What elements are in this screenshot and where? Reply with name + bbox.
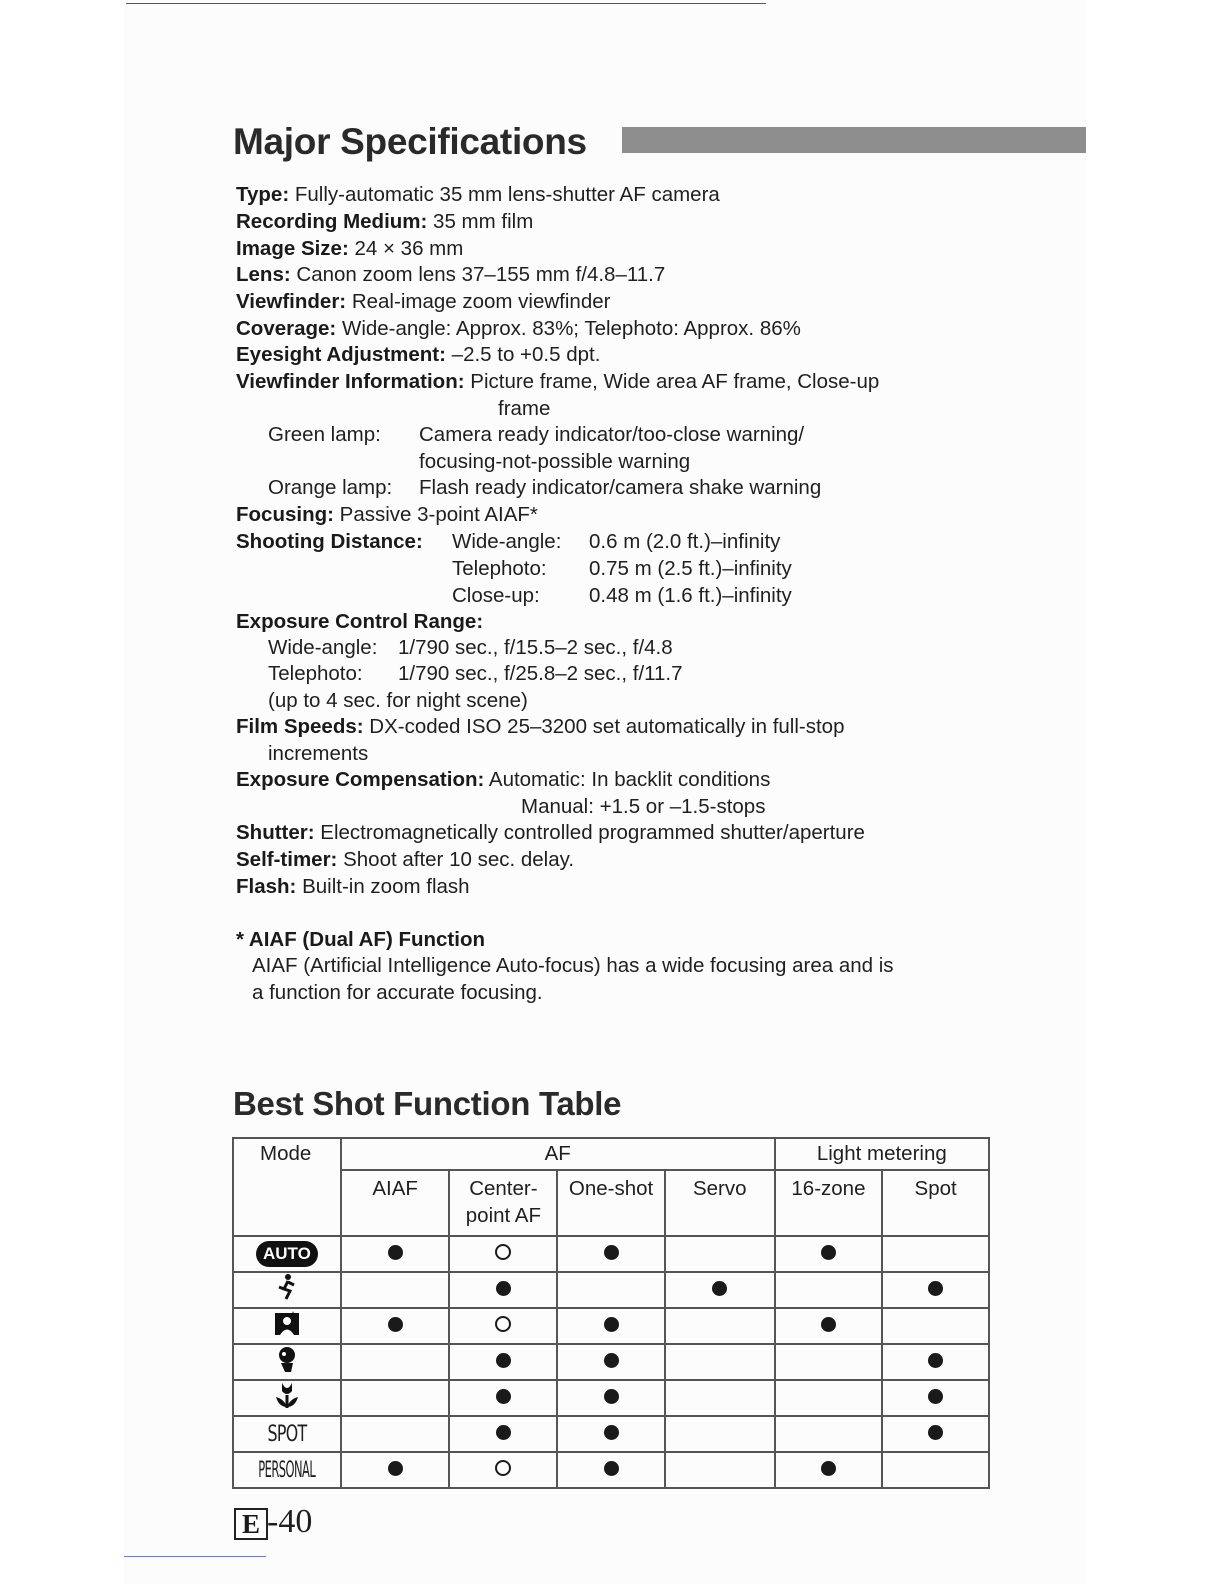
- filled-dot-icon: [604, 1461, 619, 1476]
- header-af: AF: [341, 1138, 775, 1170]
- table-row: [233, 1272, 989, 1308]
- spec-size: Image Size: 24 × 36 mm: [236, 237, 464, 260]
- footnote-line-2: a function for accurate focusing.: [252, 981, 543, 1004]
- header-mode: Mode: [233, 1138, 341, 1170]
- spec-lens: Lens: Canon zoom lens 37–155 mm f/4.8–11.7: [236, 263, 666, 286]
- spec-coverage: Coverage: Wide-angle: Approx. 83%; Telephoto: Approx. 86%: [236, 317, 801, 340]
- spec-exposure-label: Exposure Control Range:: [236, 610, 484, 633]
- filled-dot-icon: [496, 1281, 511, 1296]
- spec-exposure-note: (up to 4 sec. for night scene): [268, 689, 528, 712]
- mode-auto-icon: AUTO: [233, 1236, 341, 1272]
- spec-self-timer: Self-timer: Shoot after 10 sec. delay.: [236, 848, 575, 871]
- table-row: [233, 1452, 989, 1488]
- spec-film-cont: increments: [268, 742, 369, 765]
- table-row: [233, 1344, 989, 1380]
- filled-dot-icon: [821, 1245, 836, 1260]
- page-title: Major Specifications: [233, 121, 587, 162]
- spec-flash: Flash: Built-in zoom flash: [236, 875, 470, 898]
- title-bar: [622, 127, 1086, 153]
- filled-dot-icon: [604, 1425, 619, 1440]
- table-title: Best Shot Function Table: [233, 1085, 622, 1122]
- spec-distance-tele-label: Telephoto:: [452, 557, 547, 580]
- spec-green-lamp-value-cont: focusing-not-possible warning: [419, 450, 691, 473]
- header-aiaf: AIAF: [341, 1170, 450, 1236]
- filled-dot-icon: [388, 1245, 403, 1260]
- spec-compensation-cont: Manual: +1.5 or –1.5-stops: [521, 795, 766, 818]
- table-row: [233, 1380, 989, 1416]
- open-circle-icon: [495, 1244, 511, 1260]
- spec-focusing: Focusing: Passive 3-point AIAF*: [236, 503, 538, 526]
- filled-dot-icon: [928, 1281, 943, 1296]
- spec-green-lamp-label: Green lamp:: [268, 423, 381, 446]
- spec-distance-close-label: Close-up:: [452, 584, 540, 607]
- bottom-rule: [124, 1556, 266, 1557]
- spec-exposure-tele-value: 1/790 sec., f/25.8–2 sec., f/11.7: [398, 662, 683, 685]
- header-16-zone: 16-zone: [775, 1170, 883, 1236]
- table-row: [233, 1416, 989, 1452]
- filled-dot-icon: [928, 1353, 943, 1368]
- header-one-shot: One-shot: [557, 1170, 665, 1236]
- spec-viewfinder: Viewfinder: Real-image zoom viewfinder: [236, 290, 611, 313]
- spec-film: Film Speeds: DX-coded ISO 25–3200 set automatically in full-stop: [236, 715, 845, 738]
- header-mode-spacer: [233, 1170, 341, 1236]
- header-light-metering: Light metering: [775, 1138, 989, 1170]
- open-circle-icon: [495, 1316, 511, 1332]
- filled-dot-icon: [604, 1389, 619, 1404]
- spec-distance-wide-label: Wide-angle:: [452, 530, 562, 553]
- filled-dot-icon: [928, 1425, 943, 1440]
- spec-exposure-wide-value: 1/790 sec., f/15.5–2 sec., f/4.8: [398, 636, 673, 659]
- spec-exposure-tele-label: Telephoto:: [268, 662, 363, 685]
- footnote-line-1: AIAF (Artificial Intelligence Auto-focus) has a wide focusing area and is: [252, 954, 894, 977]
- best-shot-table: [232, 1137, 990, 1489]
- spec-eyesight: Eyesight Adjustment: –2.5 to +0.5 dpt.: [236, 343, 601, 366]
- filled-dot-icon: [821, 1461, 836, 1476]
- filled-dot-icon: [496, 1353, 511, 1368]
- spec-exposure-wide-label: Wide-angle:: [268, 636, 378, 659]
- spec-green-lamp-value: Camera ready indicator/too-close warning/: [419, 423, 805, 446]
- footnote-title: * AIAF (Dual AF) Function: [236, 928, 486, 951]
- spec-orange-lamp-label: Orange lamp:: [268, 476, 393, 499]
- page-number: -40: [267, 1503, 313, 1540]
- table-row: [233, 1308, 989, 1344]
- table-row: [233, 1236, 989, 1272]
- open-circle-icon: [495, 1460, 511, 1476]
- spec-orange-lamp-value: Flash ready indicator/camera shake warning: [419, 476, 822, 499]
- filled-dot-icon: [604, 1353, 619, 1368]
- section-e-badge: E: [234, 1508, 268, 1540]
- spec-distance-label: Shooting Distance:: [236, 530, 423, 553]
- spec-distance-wide-value: 0.6 m (2.0 ft.)–infinity: [589, 530, 781, 553]
- spec-vf-info: Viewfinder Information: Picture frame, Wide area AF frame, Close-up: [236, 370, 880, 393]
- mode-sports-icon: [233, 1272, 341, 1308]
- filled-dot-icon: [496, 1389, 511, 1404]
- mode-portrait-night-icon: [233, 1308, 341, 1344]
- header-spot: Spot: [882, 1170, 989, 1236]
- top-rule: [126, 3, 766, 4]
- header-servo: Servo: [665, 1170, 775, 1236]
- mode-portrait-icon: [233, 1344, 341, 1380]
- filled-dot-icon: [496, 1425, 511, 1440]
- header-center-point: Center- point AF: [449, 1170, 557, 1236]
- spec-type: Type: Fully-automatic 35 mm lens-shutter AF camera: [236, 183, 720, 206]
- spec-shutter: Shutter: Electromagnetically controlled programmed shutter/aperture: [236, 821, 865, 844]
- filled-dot-icon: [388, 1317, 403, 1332]
- filled-dot-icon: [821, 1317, 836, 1332]
- filled-dot-icon: [388, 1461, 403, 1476]
- mode-macro-flower-icon: [233, 1380, 341, 1416]
- filled-dot-icon: [928, 1389, 943, 1404]
- spec-distance-tele-value: 0.75 m (2.5 ft.)–infinity: [589, 557, 792, 580]
- filled-dot-icon: [604, 1245, 619, 1260]
- spec-distance-close-value: 0.48 m (1.6 ft.)–infinity: [589, 584, 792, 607]
- mode-personal-label: PERSONAL: [233, 1452, 341, 1488]
- spec-vf-info-cont: frame: [498, 397, 551, 420]
- spec-medium: Recording Medium: 35 mm film: [236, 210, 534, 233]
- spec-compensation: Exposure Compensation: Automatic: In backlit conditions: [236, 768, 771, 791]
- mode-spot-label: SPOT: [233, 1416, 341, 1452]
- filled-dot-icon: [604, 1317, 619, 1332]
- filled-dot-icon: [712, 1281, 727, 1296]
